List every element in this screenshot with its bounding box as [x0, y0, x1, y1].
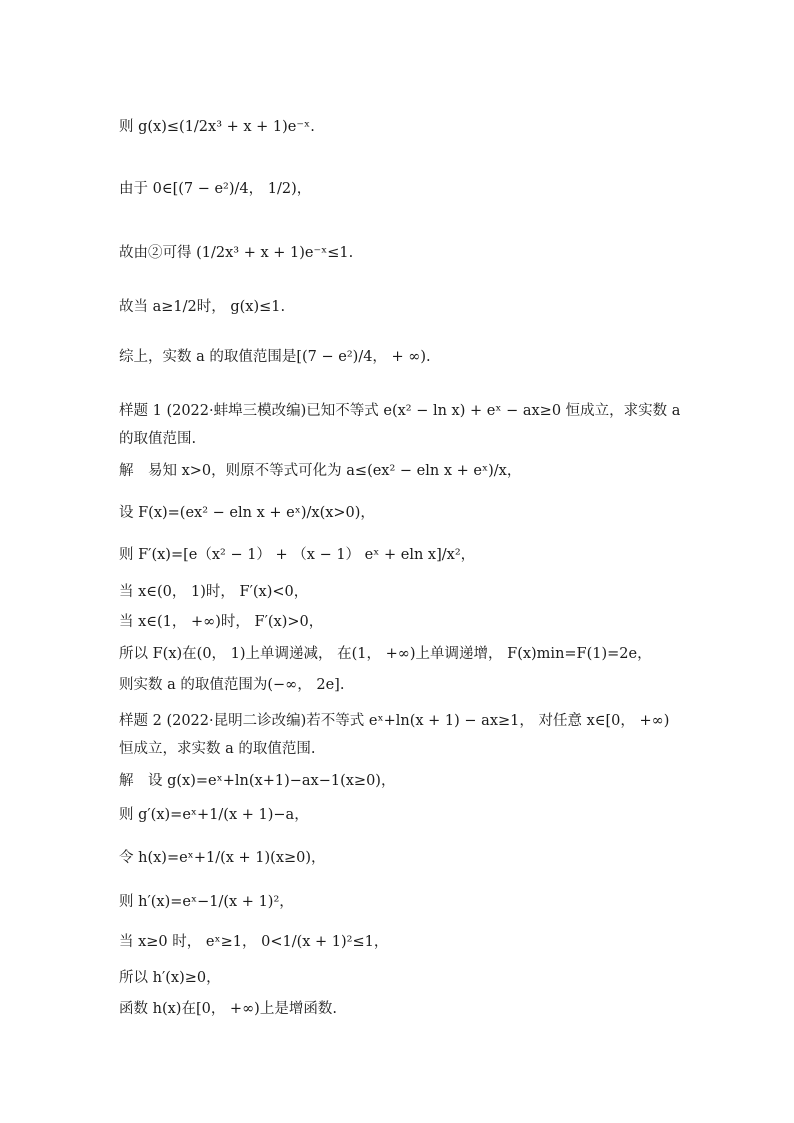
text-line: 故当 a≥1/2时， g(x)≤1.: [119, 299, 286, 315]
example-title: 样题 2 (2022·昆明二诊改编)若不等式 eˣ+ln(x + 1) − ax≥1， 对任意 x∈[0， +∞) 恒成立，求实数 a 的取值范围.: [119, 713, 670, 757]
example-title: 样题 1 (2022·蚌埠三模改编)已知不等式 e(x² − ln x) + eˣ − ax≥0 恒成立，求实数 a 的取值范围.: [119, 403, 681, 447]
text-line: 所以 F(x)在(0， 1)上单调递减， 在(1， +∞)上单调递增， F(x)min=F(1)=2e，: [119, 646, 652, 662]
text-line: 当 x∈(1， +∞)时， F′(x)>0，: [119, 614, 324, 630]
text-line: 综上，实数 a 的取值范围是[(7 − e²)/4， + ∞).: [119, 349, 431, 365]
text-line: 令 h(x)=eˣ+1/(x + 1)(x≥0)，: [119, 850, 326, 866]
text-line: 则 g′(x)=eˣ+1/(x + 1)−a，: [119, 807, 309, 823]
text-line: 则 F′(x)=[e（x² − 1） + （x − 1） eˣ + eln x]/x²，: [119, 547, 476, 563]
text-line: 所以 h′(x)≥0，: [119, 970, 221, 986]
text-line: 解 易知 x>0，则原不等式可化为 a≤(ex² − eln x + eˣ)/x，: [119, 463, 522, 479]
text-line: 解 设 g(x)=eˣ+ln(x+1)−ax−1(x≥0)，: [119, 773, 396, 789]
text-line: 则 g(x)≤(1/2x³ + x + 1)e⁻ˣ.: [119, 119, 315, 135]
text-line: 函数 h(x)在[0， +∞)上是增函数.: [119, 1001, 337, 1017]
text-line: 当 x∈(0， 1)时， F′(x)<0，: [119, 584, 309, 600]
text-line: 设 F(x)=(ex² − eln x + eˣ)/x(x>0)，: [119, 505, 375, 521]
text-line: 则 h′(x)=eˣ−1/(x + 1)²，: [119, 894, 294, 910]
text-line: 当 x≥0 时， eˣ≥1， 0<1/(x + 1)²≤1，: [119, 934, 389, 950]
text-line: 则实数 a 的取值范围为(−∞， 2e].: [119, 677, 345, 693]
text-line: 由于 0∈[(7 − e²)/4， 1/2)，: [119, 181, 312, 197]
text-line: 故由②可得 (1/2x³ + x + 1)e⁻ˣ≤1.: [119, 245, 354, 261]
